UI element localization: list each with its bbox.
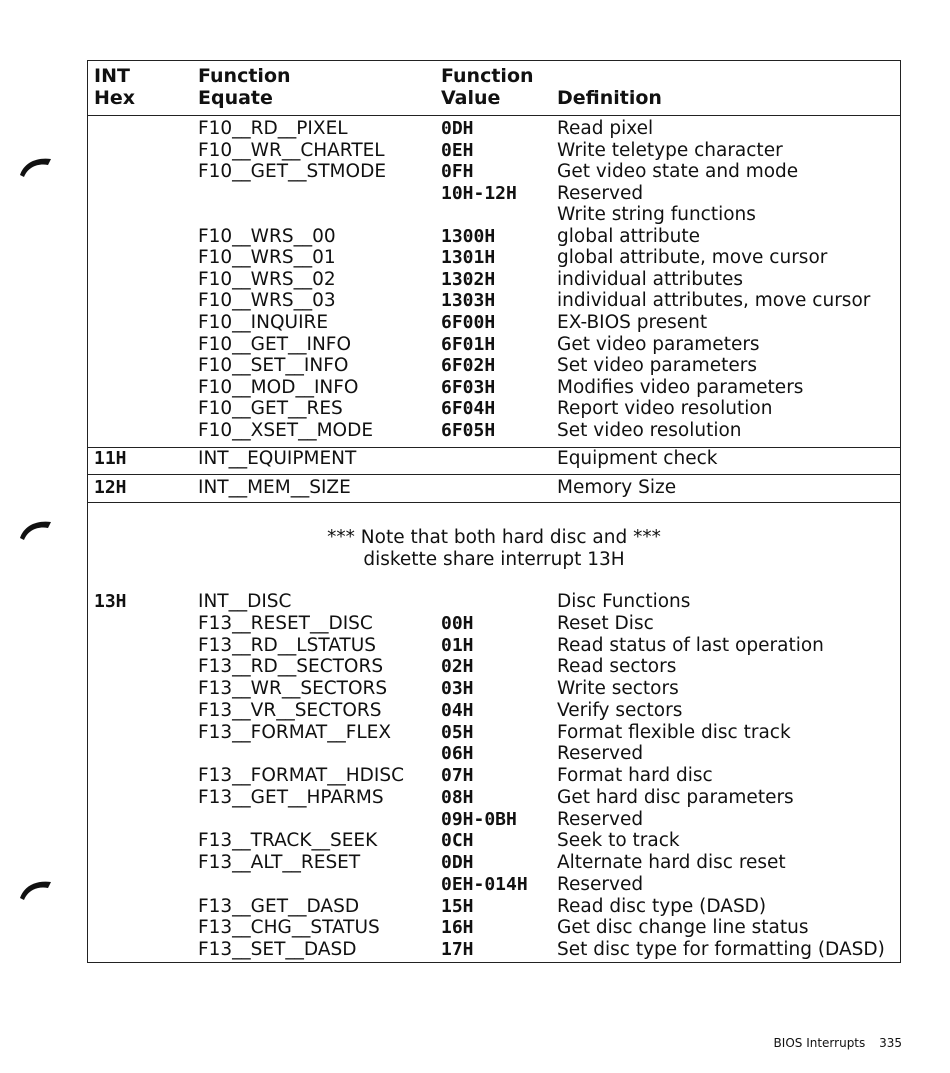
equate-cell: F10__SET__INFO [198, 355, 349, 377]
table-row [88, 334, 900, 356]
definition-cell: Reset Disc [557, 612, 654, 634]
value-cell: 15H [441, 895, 474, 917]
equate-cell: F13__RESET__DISC [198, 612, 373, 634]
table-row [88, 939, 900, 961]
header-definition: Definition [557, 87, 662, 109]
table-row [88, 312, 900, 334]
value-cell: 05H [441, 721, 474, 743]
equate-cell: F13__VR__SECTORS [198, 699, 382, 721]
equate-cell: F10__WRS__00 [198, 225, 336, 247]
definition-cell: Get video state and mode [557, 161, 799, 183]
definition-cell: Write teletype character [557, 139, 783, 161]
value-cell: 1303H [441, 290, 496, 312]
equate-cell: INT__MEM__SIZE [198, 477, 351, 498]
value-cell: 6F05H [441, 419, 496, 441]
value-cell: 0EH [441, 139, 474, 161]
equate-cell: F10__INQUIRE [198, 311, 329, 333]
page-footer [764, 1036, 902, 1050]
equate-cell: F13__RD__SECTORS [198, 656, 384, 678]
definition-cell: Get video parameters [557, 333, 760, 355]
table-row [88, 852, 900, 874]
equate-cell: F13__WR__SECTORS [198, 678, 388, 699]
definition-cell: Set disc type for formatting (DASD) [557, 939, 885, 960]
table-row [88, 247, 900, 269]
table-row [88, 656, 900, 678]
equate-cell: F13__SET__DASD [198, 939, 357, 960]
value-cell: 06H [441, 743, 474, 765]
int-hex-cell: 11H [94, 448, 127, 469]
equate-cell: F13__RD__LSTATUS [198, 634, 376, 656]
equate-cell: F10__WRS__01 [198, 247, 336, 269]
int-hex-cell: 13H [94, 591, 127, 612]
equate-cell: F13__CHG__STATUS [198, 917, 380, 939]
value-cell: 6F04H [441, 398, 496, 420]
table-row [88, 830, 900, 852]
value-cell: 07H [441, 765, 474, 786]
table-row [88, 700, 900, 722]
definition-cell: Verify sectors [557, 699, 683, 721]
value-cell: 17H [441, 939, 474, 960]
table-row [88, 377, 900, 399]
definition-cell: Set video resolution [557, 419, 742, 441]
header-function-equate: Function Equate [198, 65, 291, 109]
definition-cell: Get disc change line status [557, 917, 809, 939]
equate-cell: F10__MOD__INFO [198, 376, 359, 398]
header-function-value: Function Value [441, 65, 534, 109]
equate-cell: F10__WRS__03 [198, 290, 336, 312]
equate-cell: F13__ALT__RESET [198, 852, 361, 873]
table-row [88, 140, 900, 162]
equate-cell: F10__GET__INFO [198, 333, 352, 355]
definition-cell: Set video parameters [557, 355, 757, 377]
value-cell: 16H [441, 917, 474, 939]
definition-cell: Get hard disc parameters [557, 786, 794, 808]
value-cell: 1302H [441, 268, 496, 290]
definition-cell: Write string functions [557, 204, 756, 226]
table-row [88, 635, 900, 657]
definition-cell: Read pixel [557, 118, 654, 139]
equate-cell: F10__WRS__02 [198, 268, 336, 290]
definition-cell: Memory Size [557, 477, 677, 498]
definition-cell: global attribute, move cursor [557, 247, 828, 269]
value-cell: 1301H [441, 247, 496, 269]
equate-cell: F10__GET__RES [198, 398, 343, 420]
table-row [88, 226, 900, 248]
table-row [88, 917, 900, 939]
row-divider [88, 502, 900, 503]
value-cell: 0CH [441, 830, 474, 852]
definition-cell: Read disc type (DASD) [557, 895, 767, 917]
int-hex-cell: 12H [94, 477, 127, 498]
value-cell: 0EH-014H [441, 873, 528, 895]
equate-cell: F13__GET__DASD [198, 895, 360, 917]
table-row [88, 204, 900, 226]
equate-cell: F10__RD__PIXEL [198, 118, 348, 139]
table-row [88, 420, 900, 442]
table-row [88, 678, 900, 700]
value-cell: 1300H [441, 225, 496, 247]
value-cell: 6F02H [441, 355, 496, 377]
shared-interrupt-note: *** Note that both hard disc and *** diskette share interrupt 13H [327, 527, 661, 570]
table-row [88, 355, 900, 377]
table-row [88, 183, 900, 205]
equate-cell: INT__EQUIPMENT [198, 448, 357, 469]
value-cell: 01H [441, 634, 474, 656]
definition-cell: Format hard disc [557, 765, 713, 786]
equate-cell: F13__TRACK__SEEK [198, 830, 378, 852]
equate-cell: INT__DISC [198, 591, 292, 612]
page-number: 335 [879, 1036, 902, 1050]
table-row [88, 398, 900, 420]
equate-cell: F13__FORMAT__FLEX [198, 721, 392, 743]
table-row-int11 [88, 448, 900, 470]
table-row [88, 591, 900, 613]
definition-cell: Read status of last operation [557, 634, 824, 656]
header-int-hex: INT Hex [94, 65, 136, 109]
table-row [88, 809, 900, 831]
definition-cell: Read sectors [557, 656, 677, 678]
definition-cell: Write sectors [557, 678, 679, 699]
definition-cell: Seek to track [557, 830, 680, 852]
value-cell: 02H [441, 656, 474, 678]
equate-cell: F10__WR__CHARTEL [198, 139, 385, 161]
definition-cell: Modifies video parameters [557, 376, 804, 398]
table-row [88, 269, 900, 291]
table-row [88, 765, 900, 787]
definition-cell: global attribute [557, 225, 700, 247]
table-row [88, 290, 900, 312]
table-row [88, 896, 900, 918]
margin-mark-icon [18, 518, 52, 540]
value-cell: 09H-0BH [441, 808, 517, 830]
table-row [88, 787, 900, 809]
margin-mark-icon [18, 878, 52, 900]
equate-cell: F13__FORMAT__HDISC [198, 765, 404, 786]
definition-cell: Alternate hard disc reset [557, 852, 786, 873]
definition-cell: Disc Functions [557, 591, 691, 612]
definition-cell: individual attributes, move cursor [557, 290, 871, 312]
table-row [88, 874, 900, 896]
definition-cell: Format flexible disc track [557, 721, 791, 743]
value-cell: 6F01H [441, 333, 496, 355]
value-cell: 03H [441, 678, 474, 699]
equate-cell: F10__XSET__MODE [198, 419, 374, 441]
definition-cell: Equipment check [557, 448, 718, 469]
header-divider [88, 115, 900, 116]
definition-cell: EX-BIOS present [557, 311, 708, 333]
value-cell: 0DH [441, 852, 474, 873]
equate-cell: F13__GET__HPARMS [198, 786, 384, 808]
table-row [88, 743, 900, 765]
table-row [88, 613, 900, 635]
definition-cell: Reserved [557, 182, 644, 204]
definition-cell: Reserved [557, 808, 644, 830]
value-cell: 10H-12H [441, 182, 517, 204]
interrupt-function-table [87, 60, 901, 963]
definition-cell: Report video resolution [557, 398, 773, 420]
definition-cell: individual attributes [557, 268, 743, 290]
table-row-int12 [88, 477, 900, 499]
definition-cell: Reserved [557, 743, 644, 765]
table-row [88, 722, 900, 744]
footer-section-title: BIOS Interrupts [773, 1036, 866, 1050]
table-row [88, 118, 900, 140]
value-cell: 0DH [441, 118, 474, 139]
definition-cell: Reserved [557, 873, 644, 895]
margin-mark-icon [18, 155, 52, 177]
value-cell: 0FH [441, 161, 474, 183]
value-cell: 6F00H [441, 311, 496, 333]
value-cell: 08H [441, 786, 474, 808]
row-divider [88, 474, 900, 475]
value-cell: 00H [441, 612, 474, 634]
table-row [88, 161, 900, 183]
equate-cell: F10__GET__STMODE [198, 161, 387, 183]
value-cell: 6F03H [441, 376, 496, 398]
value-cell: 04H [441, 699, 474, 721]
